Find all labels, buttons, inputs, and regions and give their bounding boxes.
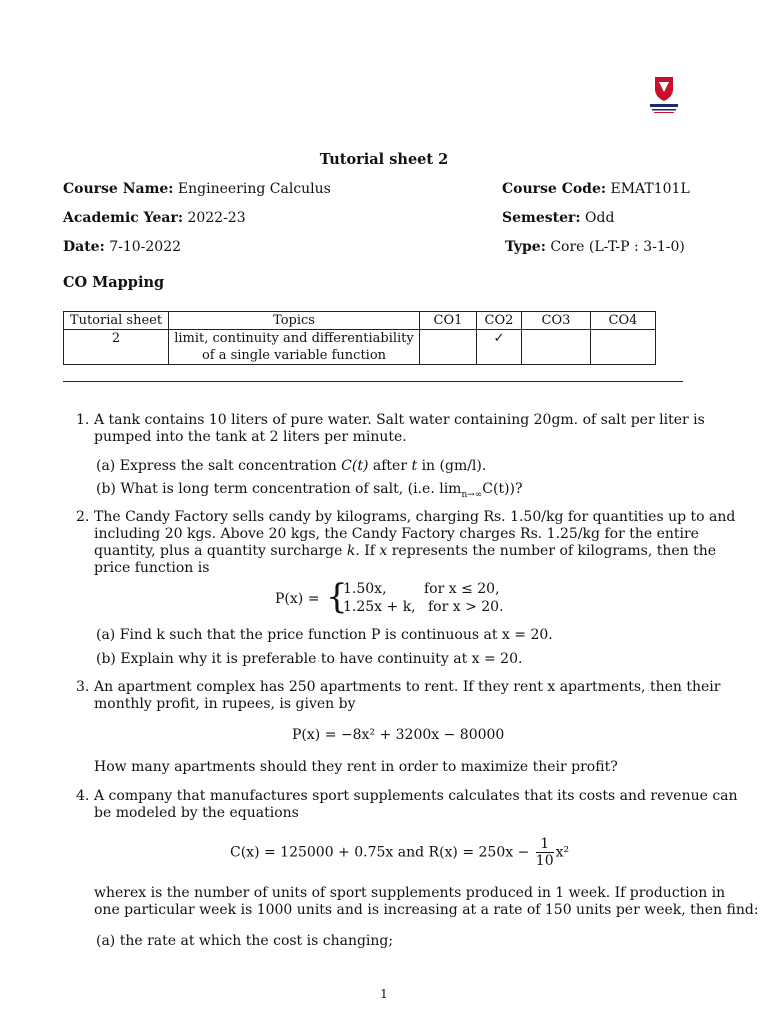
table-header-row bbox=[64, 312, 656, 330]
question-number: 4. bbox=[76, 788, 90, 804]
table-header: CO4 bbox=[591, 312, 656, 330]
part-text: Find k such that the price function P is continuous at x = 20. bbox=[119, 627, 553, 643]
semester-label: Semester: bbox=[502, 210, 581, 226]
equation-lhs: P(x) = bbox=[275, 591, 320, 607]
table-header: CO1 bbox=[420, 312, 477, 330]
text-line: be modeled by the equations bbox=[94, 805, 299, 821]
question-1-text bbox=[94, 412, 705, 446]
case-1-condition: for x ≤ 20, bbox=[424, 581, 500, 597]
table-cell-topic bbox=[169, 330, 420, 365]
brace-icon: { bbox=[326, 577, 348, 617]
type-label: Type: bbox=[505, 239, 546, 255]
course-name bbox=[63, 181, 331, 197]
text-line: wherex is the number of units of sport supplements produced in 1 week. If production in bbox=[94, 885, 726, 901]
question-3-prompt: How many apartments should they rent in order to maximize their profit? bbox=[94, 759, 618, 775]
part-label: (a) bbox=[96, 933, 116, 949]
date-label: Date: bbox=[63, 239, 105, 255]
course-code-value: EMAT101L bbox=[610, 181, 690, 197]
text-line: A company that manufactures sport supplements calculates that its costs and revenue can bbox=[94, 788, 738, 804]
question-1b bbox=[96, 481, 523, 500]
table-header: Topics bbox=[169, 312, 420, 330]
case-2-condition: for x > 20. bbox=[428, 599, 504, 615]
question-2a bbox=[96, 627, 553, 643]
text: quantity, plus a quantity surcharge bbox=[94, 543, 347, 559]
topic-line: of a single variable function bbox=[201, 348, 387, 363]
math: k bbox=[346, 543, 356, 559]
part-label: (a) bbox=[96, 627, 116, 643]
type-value: Core (L-T-P : 3-1-0) bbox=[550, 239, 685, 255]
semester bbox=[502, 210, 614, 226]
academic-year bbox=[63, 210, 246, 226]
question-number: 2. bbox=[76, 509, 90, 525]
text-line: including 20 kgs. Above 20 kgs, the Candy Factory charges Rs. 1.25/kg for the entire bbox=[94, 526, 699, 542]
question-2-text bbox=[94, 509, 735, 577]
part-text: Express the salt concentration bbox=[119, 458, 342, 474]
text-line bbox=[94, 543, 735, 560]
question-4-text bbox=[94, 788, 738, 822]
text-line: price function is bbox=[94, 560, 210, 576]
part-text: in (gm/l). bbox=[417, 458, 487, 474]
academic-year-value: 2022-23 bbox=[187, 210, 246, 226]
course-name-label: Course Name: bbox=[63, 181, 174, 197]
question-2b bbox=[96, 651, 522, 667]
table-header: CO3 bbox=[522, 312, 591, 330]
part-text: C(t))? bbox=[482, 481, 523, 497]
case-1-expr: 1.50x, bbox=[343, 581, 387, 597]
text-line: An apartment complex has 250 apartments to rent. If they rent x apartments, then their bbox=[94, 679, 721, 695]
text: represents the number of kilograms, then the bbox=[387, 543, 717, 559]
equation bbox=[230, 836, 569, 869]
table-row bbox=[64, 330, 656, 365]
math: C(t) bbox=[341, 458, 369, 474]
part-text: after bbox=[368, 458, 412, 474]
math-subscript: n→∞ bbox=[461, 489, 483, 500]
equation-left: C(x) = 125000 + 0.75x and R(x) = 250x − bbox=[230, 844, 530, 861]
course-code bbox=[502, 181, 690, 197]
table-cell-co2: ✓ bbox=[477, 330, 522, 365]
course-name-value: Engineering Calculus bbox=[177, 181, 331, 197]
text-line: A tank contains 10 liters of pure water. Salt water containing 20gm. of salt per liter is bbox=[94, 412, 705, 428]
academic-year-label: Academic Year: bbox=[63, 210, 183, 226]
math: t bbox=[411, 458, 418, 474]
text-line: pumped into the tank at 2 liters per minute. bbox=[94, 429, 407, 445]
text: . If bbox=[355, 543, 380, 559]
date-value: 7-10-2022 bbox=[109, 239, 182, 255]
question-number: 1. bbox=[76, 412, 90, 428]
math: x bbox=[379, 543, 388, 559]
part-label: (b) bbox=[96, 651, 116, 667]
question-1a bbox=[96, 458, 486, 474]
date bbox=[63, 239, 181, 255]
question-3-text bbox=[94, 679, 720, 713]
text-line: The Candy Factory sells candy by kilograms, charging Rs. 1.50/kg for quantities up to and bbox=[94, 509, 736, 525]
divider bbox=[63, 381, 683, 382]
fraction-numerator: 1 bbox=[536, 836, 554, 853]
co-mapping-heading: CO Mapping bbox=[63, 274, 165, 291]
course-type bbox=[505, 239, 685, 255]
equation-right: x² bbox=[555, 844, 570, 861]
question-4a bbox=[96, 933, 393, 949]
fraction bbox=[536, 836, 554, 869]
table-cell-co4 bbox=[591, 330, 656, 365]
course-code-label: Course Code: bbox=[502, 181, 607, 197]
text-line: one particular week is 1000 units and is increasing at a rate of 150 units per week, then find: bbox=[94, 902, 759, 918]
table-cell-co1 bbox=[420, 330, 477, 365]
table-header: Tutorial sheet bbox=[64, 312, 169, 330]
question-number: 3. bbox=[76, 679, 90, 695]
university-crest-icon bbox=[646, 75, 682, 115]
text-line: monthly profit, in rupees, is given by bbox=[94, 696, 356, 712]
table-cell-sheet: 2 bbox=[64, 330, 169, 365]
question-4-continued bbox=[94, 885, 759, 919]
part-label: (b) bbox=[96, 481, 116, 497]
semester-value: Odd bbox=[585, 210, 615, 226]
part-text: Explain why it is preferable to have continuity at x = 20. bbox=[120, 651, 523, 667]
table-cell-co3 bbox=[522, 330, 591, 365]
fraction-denominator: 10 bbox=[535, 853, 554, 869]
part-text: the rate at which the cost is changing; bbox=[119, 933, 394, 949]
page-number: 1 bbox=[380, 987, 388, 1001]
table-header: CO2 bbox=[477, 312, 522, 330]
part-label: (a) bbox=[96, 458, 116, 474]
topic-line: limit, continuity and differentiability bbox=[174, 331, 414, 346]
co-mapping-table bbox=[63, 311, 656, 365]
page-title: Tutorial sheet 2 bbox=[319, 151, 449, 168]
case-2-expr: 1.25x + k, bbox=[343, 599, 416, 615]
equation: P(x) = −8x² + 3200x − 80000 bbox=[292, 727, 505, 743]
university-logo bbox=[646, 75, 682, 115]
part-text: What is long term concentration of salt, (i.e. lim bbox=[120, 481, 462, 497]
